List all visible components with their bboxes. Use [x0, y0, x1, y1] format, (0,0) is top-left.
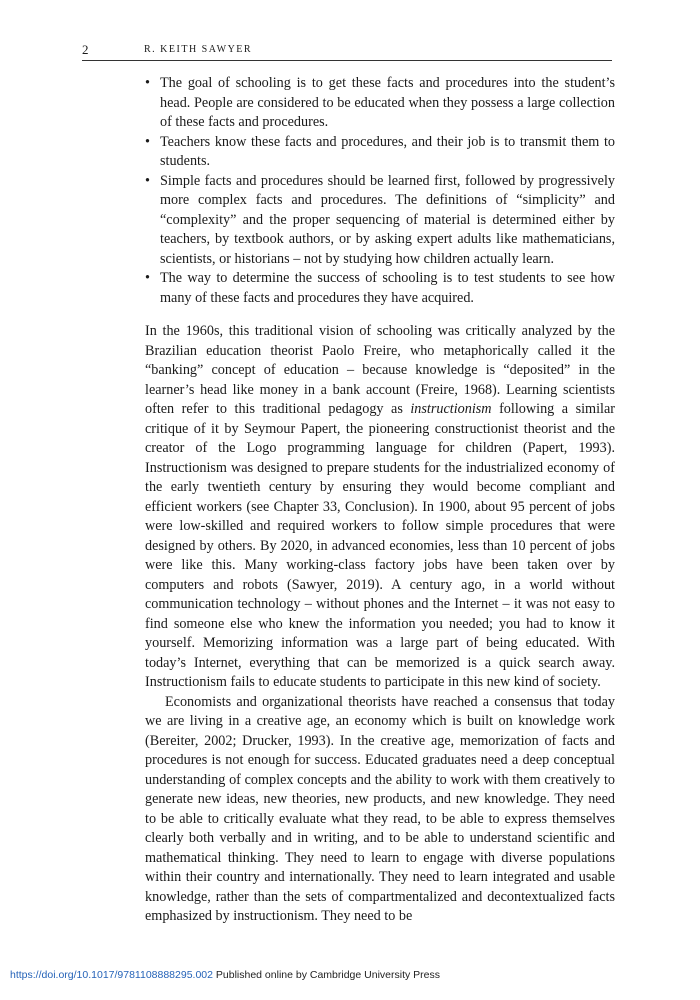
list-item [145, 269, 615, 308]
bullet-text: The goal of schooling is to get these facts and procedures into the student’s head. People are considered to be educated when they possess a large collection of these facts and procedures. [160, 75, 615, 130]
bullet-marker: • [145, 75, 150, 91]
bullet-marker: • [145, 133, 150, 150]
doi-link[interactable]: https://doi.org/10.1017/9781108888295.002 [10, 969, 213, 981]
bullet-text: The way to determine the success of schooling is to test students to see how many of these facts and procedures they have acquired. [160, 270, 615, 306]
page-footer [10, 969, 440, 981]
list-item [145, 172, 615, 270]
bullet-text: Simple facts and procedures should be learned first, followed by progressively more complex facts and procedures. The definitions of “simplicity” and “complexity” and the proper sequencing of material is determined either by teachers, by textbook authors, or by asking expert adults like mathematicians, scientists, or historians – not by studying how children actually learn. [160, 172, 615, 267]
paragraph-instructionism [145, 322, 615, 693]
page-number: 2 [82, 42, 89, 57]
running-head: R. KEITH SAWYER [144, 44, 253, 55]
page-header [82, 42, 612, 61]
bullet-list [145, 74, 615, 308]
published-note: Published online by Cambridge University Press [212, 969, 441, 981]
list-item [145, 74, 615, 133]
list-item [145, 133, 615, 172]
paragraph-text: In the 1960s, this traditional vision of schooling was critically analyzed by the Brazilian education theorist Paolo Freire, who metaphorically called it the “banking” concept of education – because knowledge is “deposited” in the learner’s head like money in a bank account (Freire, 1968). Learning scientists often refer to this traditional pedagogy as [145, 323, 615, 417]
emphasis-term: instructionism [410, 401, 492, 417]
bullet-text: Teachers know these facts and procedures, and their job is to transmit them to students. [160, 133, 615, 169]
bullet-marker: • [145, 172, 150, 189]
paragraph-text: following a similar critique of it by Seymour Papert, the pioneering constructionist theorist and the creator of the Logo programming language for children (Papert, 1993). Instructionism was designed to prepare students for the industrialized economy of the early twentieth century by ensuring they would become compliant and efficient workers (see Chapter 33, Conclusion). In 1900, about 95 percent of jobs were low-skilled and required workers to follow simple procedures that were designed by others. By 2020, in advanced economies, less than 10 percent of jobs were like this. Many working-class factory jobs have been taken over by computers and robots (Sawyer, 2019). A century ago, in a world without communication technology – without phones and the Internet – it was not easy to find someone else who knew the information you needed; you had to know it yourself. Memorizing information was a large part of being educated. With today’s Internet, everything that can be memorized is a quick search away. Instructionism fails to educate students to participate in this new kind of society. [145, 401, 615, 690]
page-body [145, 74, 615, 927]
bullet-marker: • [145, 270, 150, 286]
paragraph-creative-age: Economists and organizational theorists have reached a consensus that today we are living in a creative age, an economy which is built on knowledge work (Bereiter, 2002; Drucker, 1993). In the creative age, memorization of facts and procedures is not enough for success. Educated graduates need a deep conceptual understanding of complex concepts and the ability to work with them creatively to generate new ideas, new theories, new products, and new knowledge. They need to be able to critically evaluate what they read, to be able to express themselves clearly both verbally and in writing, and to be able to understand scientific and mathematical thinking. They need to learn to engage with diverse populations within their country and internationally. They need to learn integrated and usable knowledge, rather than the sets of compartmentalized and decontextualized facts emphasized by instructionism. They need to be [145, 693, 615, 924]
